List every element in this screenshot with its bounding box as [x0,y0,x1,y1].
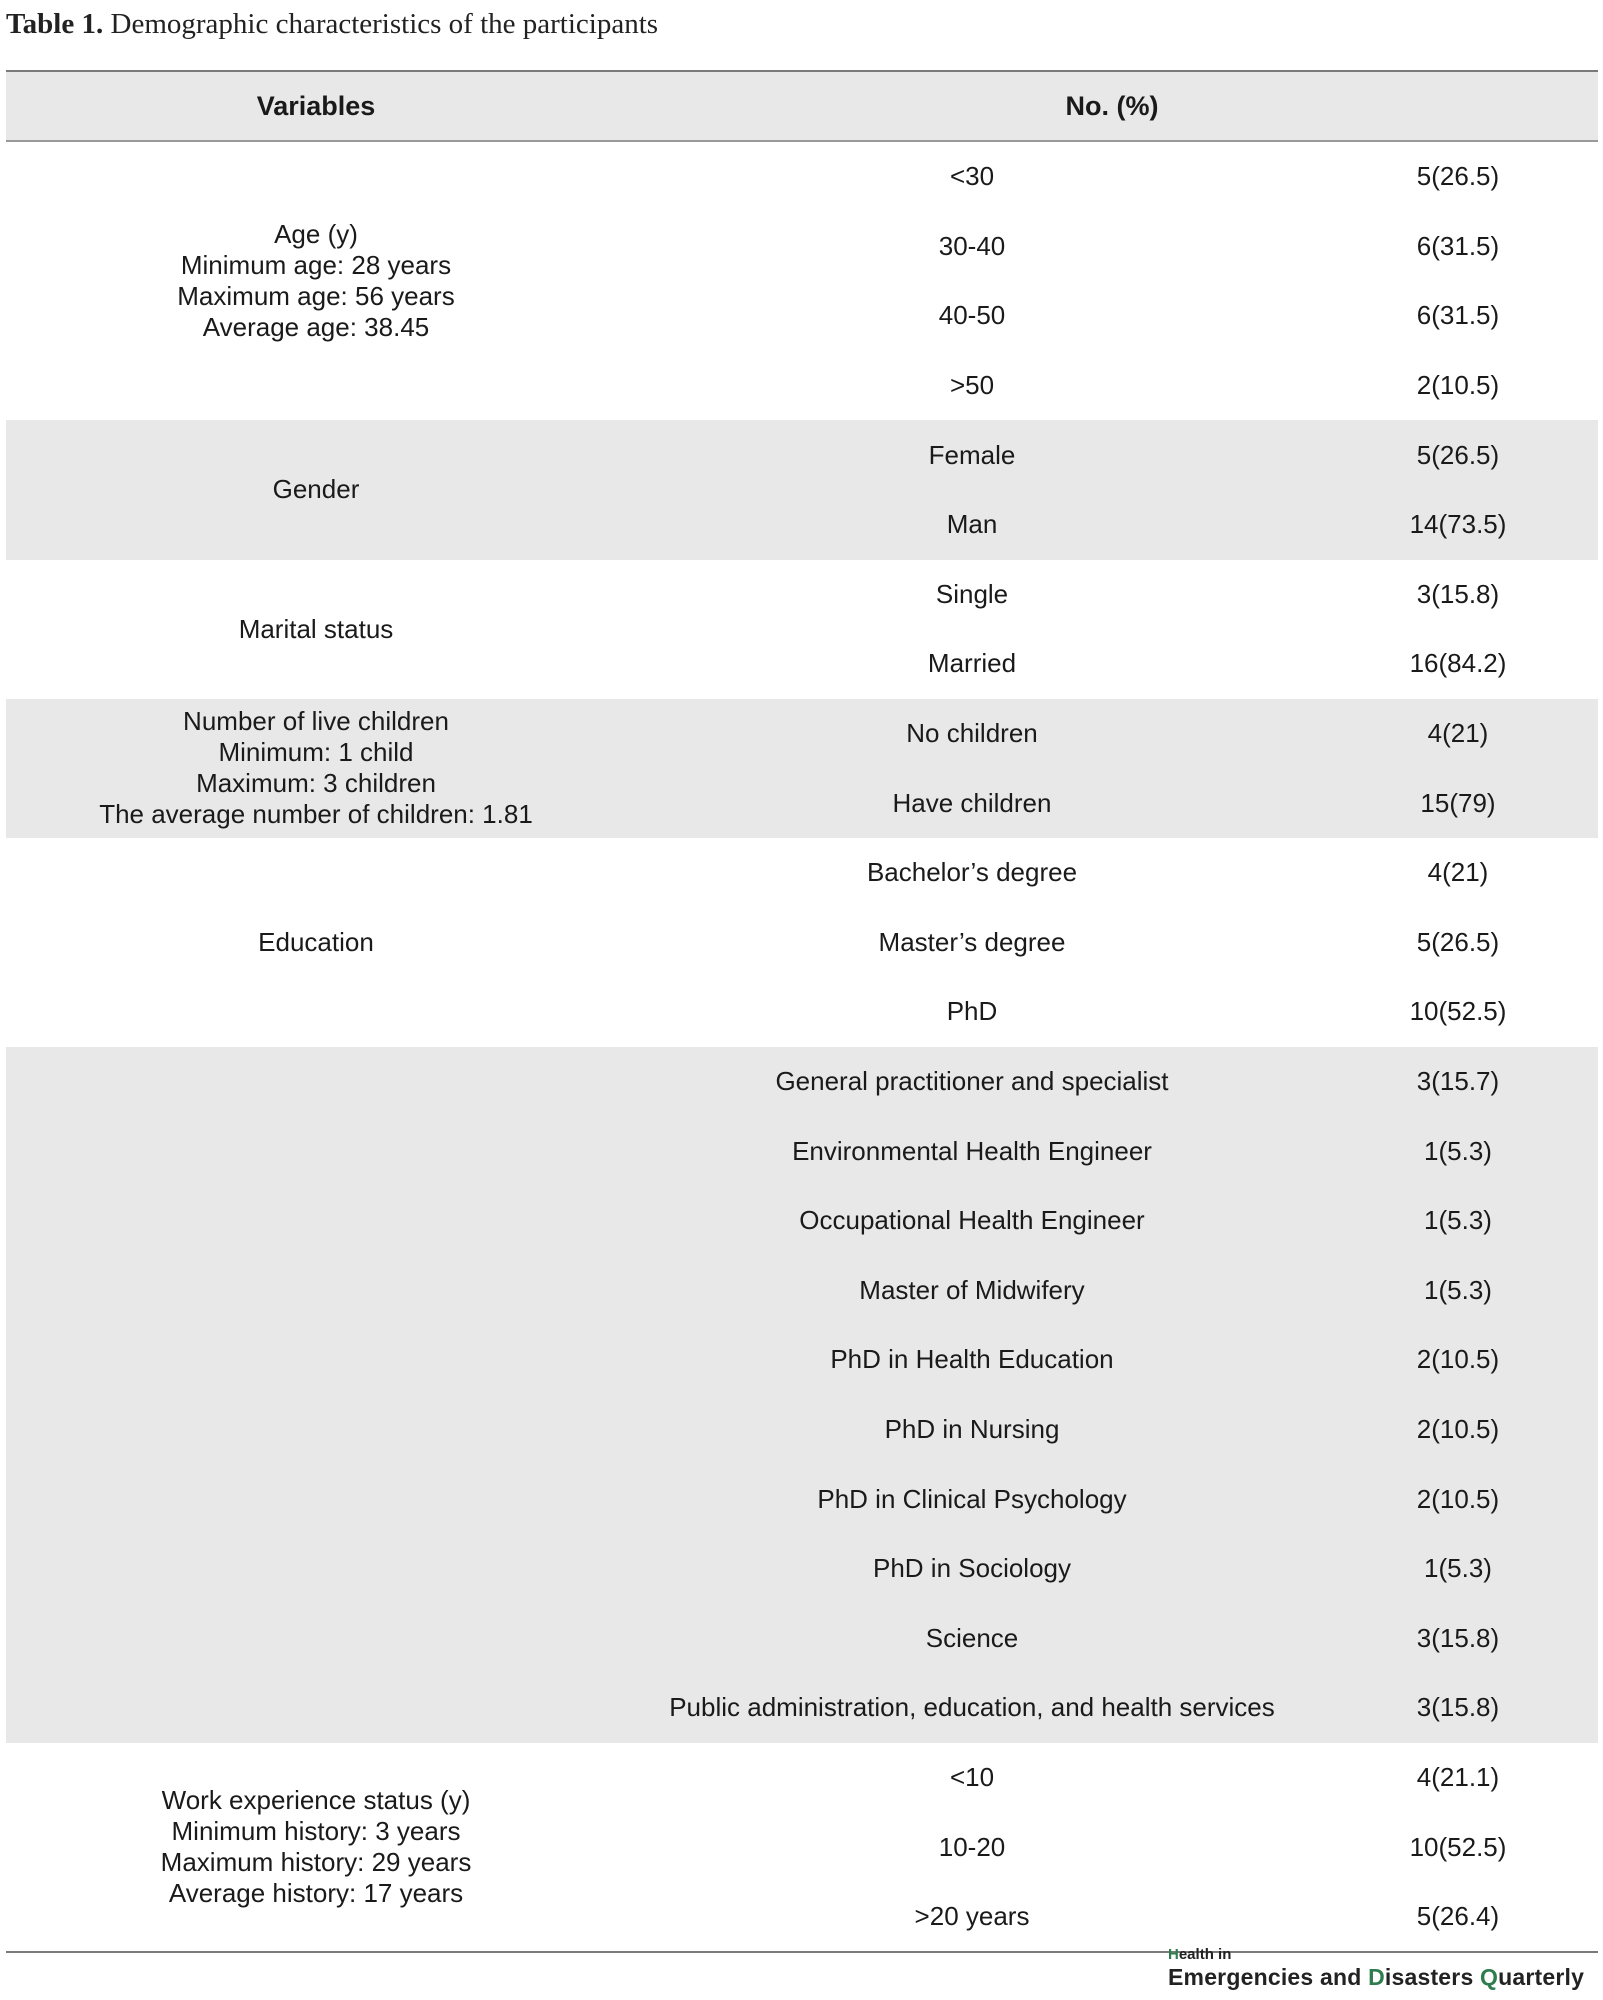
value-cell: 15(79) [1420,787,1496,818]
table-row [626,1047,1598,1117]
category-cell: PhD [946,996,998,1027]
table-row [626,142,1598,212]
variable-cell [6,699,626,838]
category-cell: No children [906,718,1038,749]
value-cell: 4(21.1) [1416,1761,1500,1792]
value-cell: 5(26.4) [1416,1901,1500,1932]
table-row [626,1395,1598,1465]
value-cell: 3(15.7) [1416,1066,1500,1097]
table-row [626,351,1598,421]
value-cell: 4(21) [1427,718,1489,749]
table-row [626,1325,1598,1395]
value-cell: 10(52.5) [1409,1831,1507,1862]
table-body [6,142,1598,1951]
table-caption-text: Demographic characteristics of the participants [110,8,659,40]
value-cell: 3(15.8) [1416,1622,1500,1653]
value-cell: 2(10.5) [1416,1483,1500,1514]
table-group [6,142,1598,420]
value-cell: 16(84.2) [1409,648,1507,679]
value-cell: 6(31.5) [1416,230,1500,261]
category-cell: 30-40 [938,230,1006,261]
header-variables: Variables [256,90,376,121]
demographics-table [6,70,1598,1953]
table-group [6,1743,1598,1952]
category-cell: PhD in Nursing [884,1413,1060,1444]
value-cell: 3(15.8) [1416,1692,1500,1723]
table-group [6,560,1598,699]
table-row [626,629,1598,699]
table-header-row [6,72,1598,142]
category-cell: PhD in Sociology [873,1553,1071,1584]
variable-line: Number of live children [183,706,449,737]
value-cell: 2(10.5) [1416,370,1500,401]
table-row [626,1256,1598,1326]
category-cell: <10 [949,1761,995,1792]
variable-line: Minimum history: 3 years [171,1816,461,1847]
table-row [626,699,1598,769]
journal-logo-line1: Health in [1168,1946,1232,1963]
variable-line: Marital status [238,613,394,644]
value-cell: 1(5.3) [1424,1274,1492,1305]
category-cell: >50 [949,370,995,401]
table-row [626,1464,1598,1534]
value-cell: 10(52.5) [1409,996,1507,1027]
category-cell: >20 years [914,1901,1030,1932]
table-row [626,560,1598,630]
category-cell: 40-50 [938,300,1006,331]
category-cell: Female [928,439,1016,470]
table-row [626,1186,1598,1256]
table-caption-label: Table 1. [6,8,104,40]
value-cell: 6(31.5) [1416,300,1500,331]
category-cell: General practitioner and specialist [775,1066,1169,1097]
table-group [6,1047,1598,1743]
variable-line: Maximum history: 29 years [160,1847,472,1878]
value-cell: 5(26.5) [1416,439,1500,470]
variable-line: Average history: 17 years [168,1878,464,1909]
table-row [626,1743,1598,1813]
table-row [626,281,1598,351]
variable-line: Work experience status (y) [161,1785,471,1816]
category-cell: Science [925,1622,1019,1653]
table-row [626,1603,1598,1673]
table-row [626,908,1598,978]
category-cell: Public administration, education, and health services [669,1692,1275,1723]
value-cell: 4(21) [1427,857,1489,888]
table-row [626,1882,1598,1952]
category-cell: Master’s degree [878,926,1066,957]
journal-logo-line2: Emergencies and Disasters Quarterly [1168,1964,1585,1990]
category-cell: Occupational Health Engineer [799,1205,1145,1236]
table-row [626,490,1598,560]
variable-line: Maximum age: 56 years [177,281,455,312]
value-cell: 1(5.3) [1424,1135,1492,1166]
category-cell: Single [935,578,1009,609]
table-row [626,1534,1598,1604]
table-caption [6,8,658,41]
category-cell: PhD in Health Education [830,1344,1114,1375]
table-row [626,1812,1598,1882]
table-row [626,977,1598,1047]
table-group [6,699,1598,838]
variable-line: Minimum: 1 child [218,737,414,768]
table-row [626,1116,1598,1186]
variable-cell [6,142,626,420]
variable-line: Average age: 38.45 [202,312,430,343]
category-cell: <30 [949,161,995,192]
value-cell: 2(10.5) [1416,1344,1500,1375]
value-cell: 5(26.5) [1416,161,1500,192]
variable-line: Maximum: 3 children [196,768,436,799]
value-cell: 14(73.5) [1409,509,1507,540]
variable-cell [6,1047,626,1743]
value-cell: 5(26.5) [1416,926,1500,957]
category-cell: 10-20 [938,1831,1006,1862]
table-row [626,768,1598,838]
variable-cell [6,1743,626,1952]
header-count-percent: No. (%) [1065,90,1159,121]
value-cell: 1(5.3) [1424,1553,1492,1584]
table-row [626,212,1598,282]
table-row [626,838,1598,908]
category-cell: Man [946,509,998,540]
variable-line: Age (y) [274,219,358,250]
value-cell: 1(5.3) [1424,1205,1492,1236]
value-cell: 2(10.5) [1416,1413,1500,1444]
category-cell: Bachelor’s degree [866,857,1078,888]
category-cell: Have children [892,787,1052,818]
variable-cell [6,420,626,559]
variable-cell [6,838,626,1047]
category-cell: Married [927,648,1017,679]
category-cell: Master of Midwifery [859,1274,1085,1305]
table-group [6,838,1598,1047]
variable-cell [6,560,626,699]
variable-line: Education [258,926,374,957]
variable-line: Gender [272,474,360,505]
variable-line: The average number of children: 1.81 [99,799,533,830]
variable-line: Minimum age: 28 years [180,250,452,281]
category-cell: PhD in Clinical Psychology [817,1483,1127,1514]
value-cell: 3(15.8) [1416,578,1500,609]
journal-logo [1168,1946,1600,1996]
table-row [626,1673,1598,1743]
category-cell: Environmental Health Engineer [792,1135,1152,1166]
table-group [6,420,1598,559]
table-row [626,420,1598,490]
